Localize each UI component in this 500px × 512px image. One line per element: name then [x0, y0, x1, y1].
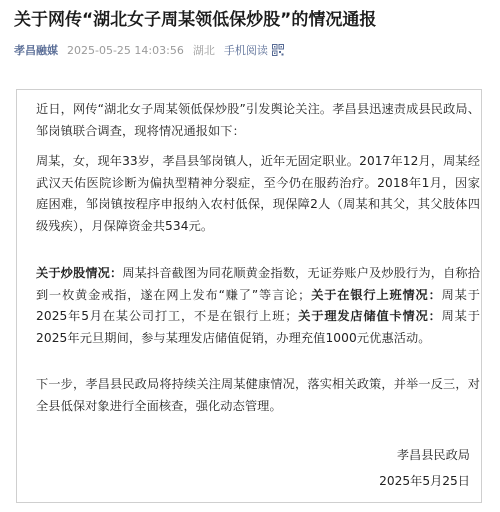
stock-text: 周某抖音截图为同花顺黄金指数，无证券账户及炒股行为，自称拾到一枚黄金戒指，遂在网上发布“赚了”等言论；: [36, 266, 480, 302]
location: 湖北: [192, 44, 215, 57]
read-on-phone-link[interactable]: 手机阅读: [223, 44, 268, 57]
salon-text: 周某于2025年元旦期间，参与某理发店储值促销，办理充值1000元优惠活动。: [36, 309, 480, 345]
stock-heading: 关于炒股情况：: [36, 266, 123, 280]
signature: 孝昌县民政局: [396, 448, 470, 462]
notice-background: [36, 151, 480, 237]
qr-code-icon[interactable]: [272, 44, 284, 56]
salon-heading: 关于理发店储值卡情况：: [297, 309, 442, 323]
notice-next-steps: [36, 374, 480, 417]
publish-time: 2025-05-25 14:03:56: [67, 43, 184, 57]
next-steps-text: 下一步，孝昌县民政局将持续关注周某健康情况，落实相关政策，并举一反三，对全县低保对象进行全面核查，强化动态管理。: [36, 377, 480, 413]
background-text: 周某，女，现年33岁，孝昌县邹岗镇人，近年无固定职业。2017年12月，周某经武汉天佑医院诊断为偏执型精神分裂症，至今仍在服药治疗。2018年1月，因家庭困难，邹岗镇按程序申报纳入农村低保，现保障2人（周某和其父，其父肢体四级残疾），月保障资金共534元。: [36, 154, 480, 233]
intro-text: 近日，网传“湖北女子周某领低保炒股”引发舆论关注。孝昌县迅速责成县民政局、邹岗镇联合调查，现将情况通报如下：: [36, 102, 480, 138]
article-meta: [14, 42, 293, 58]
notice-intro: [36, 99, 480, 142]
notice-findings: [36, 263, 480, 349]
bank-heading: 关于在银行上班情况：: [310, 287, 442, 302]
bank-text: 周某于2025年5月在某公司打工，不是在银行上班；: [36, 287, 480, 323]
notice-date: 2025年5月25日: [379, 474, 470, 488]
article-title: 关于网传“湖北女子周某领低保炒股”的情况通报: [14, 10, 377, 30]
source-link[interactable]: 孝昌融媒: [14, 44, 58, 57]
